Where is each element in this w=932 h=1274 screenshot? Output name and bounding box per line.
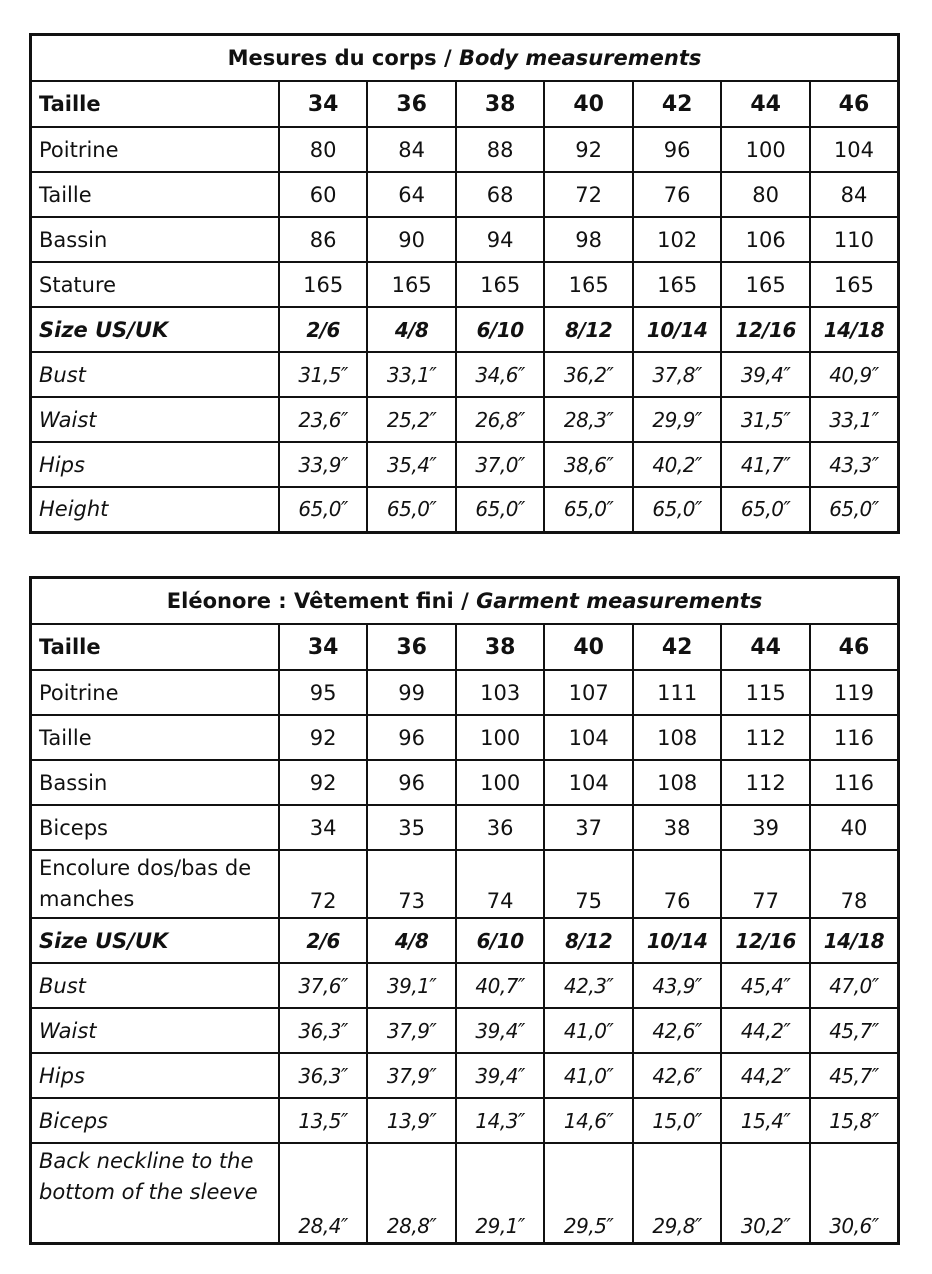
value-cell: 65,0″: [279, 487, 368, 532]
size-cell: 12/16: [721, 307, 810, 352]
value-cell: 45,7″: [810, 1053, 899, 1098]
value-cell: 44,2″: [721, 1008, 810, 1053]
value-cell: 39: [721, 805, 810, 850]
value-cell: 13,5″: [279, 1098, 368, 1143]
value-cell: 86: [279, 217, 368, 262]
value-cell: 41,7″: [721, 442, 810, 487]
table-row: [31, 850, 899, 918]
value-cell: 65,0″: [456, 487, 545, 532]
row-label: Biceps: [31, 805, 279, 850]
value-cell: 42,3″: [544, 963, 633, 1008]
value-cell: 15,0″: [633, 1098, 722, 1143]
value-cell: 94: [456, 217, 545, 262]
value-cell: 37,8″: [633, 352, 722, 397]
value-cell: 40: [810, 805, 899, 850]
value-cell: 41,0″: [544, 1008, 633, 1053]
value-cell: 14,6″: [544, 1098, 633, 1143]
value-cell: 31,5″: [279, 352, 368, 397]
size-header-row: [31, 624, 899, 670]
value-cell: 84: [367, 127, 456, 172]
value-cell: 76: [633, 850, 722, 918]
value-cell: 80: [279, 127, 368, 172]
value-cell: 15,4″: [721, 1098, 810, 1143]
table-row: [31, 670, 899, 715]
value-cell: 103: [456, 670, 545, 715]
value-cell: 68: [456, 172, 545, 217]
row-label: Bassin: [31, 760, 279, 805]
value-cell: 165: [633, 262, 722, 307]
value-cell: 36,3″: [279, 1053, 368, 1098]
value-cell: 165: [544, 262, 633, 307]
table-row: [31, 805, 899, 850]
value-cell: 42,6″: [633, 1053, 722, 1098]
value-cell: 116: [810, 760, 899, 805]
size-cell: 8/12: [544, 918, 633, 963]
value-cell: 92: [279, 760, 368, 805]
row-label: Hips: [31, 442, 279, 487]
row-label: Bassin: [31, 217, 279, 262]
value-cell: 29,9″: [633, 397, 722, 442]
table-title-row: [31, 35, 899, 82]
value-cell: 65,0″: [633, 487, 722, 532]
row-label: Encolure dos/bas de manches: [31, 850, 279, 918]
value-cell: 111: [633, 670, 722, 715]
table-title-row: [31, 578, 899, 625]
size-cell: 44: [721, 81, 810, 127]
size-cell: 36: [367, 624, 456, 670]
value-cell: 28,3″: [544, 397, 633, 442]
table-title: [31, 35, 899, 82]
row-label: Poitrine: [31, 127, 279, 172]
row-label: Taille: [31, 624, 279, 670]
value-cell: 36,2″: [544, 352, 633, 397]
value-cell: 29,5″: [544, 1143, 633, 1243]
table-row: [31, 963, 899, 1008]
row-label: Hips: [31, 1053, 279, 1098]
table-row: [31, 1008, 899, 1053]
value-cell: 39,1″: [367, 963, 456, 1008]
value-cell: 65,0″: [810, 487, 899, 532]
value-cell: 165: [367, 262, 456, 307]
value-cell: 65,0″: [367, 487, 456, 532]
us-size-header-row: [31, 918, 899, 963]
value-cell: 39,4″: [721, 352, 810, 397]
value-cell: 26,8″: [456, 397, 545, 442]
value-cell: 165: [456, 262, 545, 307]
value-cell: 37,9″: [367, 1008, 456, 1053]
value-cell: 33,1″: [367, 352, 456, 397]
value-cell: 72: [279, 850, 368, 918]
value-cell: 77: [721, 850, 810, 918]
value-cell: 42,6″: [633, 1008, 722, 1053]
value-cell: 45,7″: [810, 1008, 899, 1053]
row-label: Bust: [31, 352, 279, 397]
size-cell: 2/6: [279, 918, 368, 963]
size-cell: 34: [279, 624, 368, 670]
value-cell: 96: [367, 715, 456, 760]
value-cell: 107: [544, 670, 633, 715]
size-cell: 40: [544, 624, 633, 670]
value-cell: 15,8″: [810, 1098, 899, 1143]
value-cell: 116: [810, 715, 899, 760]
size-cell: 36: [367, 81, 456, 127]
value-cell: 39,4″: [456, 1053, 545, 1098]
title-french: Eléonore : Vêtement fini /: [166, 589, 477, 613]
value-cell: 29,8″: [633, 1143, 722, 1243]
table-row: [31, 127, 899, 172]
table-row: [31, 172, 899, 217]
value-cell: 37,9″: [367, 1053, 456, 1098]
value-cell: 43,3″: [810, 442, 899, 487]
size-cell: 42: [633, 81, 722, 127]
value-cell: 88: [456, 127, 545, 172]
size-cell: 4/8: [367, 918, 456, 963]
value-cell: 44,2″: [721, 1053, 810, 1098]
body-measurements-table: [29, 33, 900, 534]
size-cell: 12/16: [721, 918, 810, 963]
value-cell: 106: [721, 217, 810, 262]
row-label: Size US/UK: [31, 307, 279, 352]
value-cell: 100: [721, 127, 810, 172]
value-cell: 104: [544, 715, 633, 760]
value-cell: 45,4″: [721, 963, 810, 1008]
value-cell: 28,8″: [367, 1143, 456, 1243]
value-cell: 84: [810, 172, 899, 217]
value-cell: 102: [633, 217, 722, 262]
table-row: [31, 217, 899, 262]
value-cell: 35: [367, 805, 456, 850]
value-cell: 30,2″: [721, 1143, 810, 1243]
value-cell: 165: [721, 262, 810, 307]
value-cell: 108: [633, 715, 722, 760]
value-cell: 119: [810, 670, 899, 715]
size-cell: 6/10: [456, 918, 545, 963]
value-cell: 100: [456, 760, 545, 805]
value-cell: 23,6″: [279, 397, 368, 442]
size-cell: 34: [279, 81, 368, 127]
value-cell: 64: [367, 172, 456, 217]
table-row: [31, 760, 899, 805]
table-row: [31, 442, 899, 487]
title-french: Mesures du corps /: [227, 46, 459, 70]
row-label: Poitrine: [31, 670, 279, 715]
row-label: Biceps: [31, 1098, 279, 1143]
title-english: Garment measurements: [476, 589, 763, 613]
row-label: Bust: [31, 963, 279, 1008]
size-cell: 42: [633, 624, 722, 670]
value-cell: 76: [633, 172, 722, 217]
value-cell: 108: [633, 760, 722, 805]
table-row: [31, 352, 899, 397]
size-cell: 10/14: [633, 307, 722, 352]
value-cell: 30,6″: [810, 1143, 899, 1243]
value-cell: 112: [721, 760, 810, 805]
value-cell: 37,0″: [456, 442, 545, 487]
row-label: Waist: [31, 1008, 279, 1053]
value-cell: 75: [544, 850, 633, 918]
value-cell: 38: [633, 805, 722, 850]
garment-measurements-table: [29, 576, 900, 1245]
value-cell: 33,9″: [279, 442, 368, 487]
value-cell: 78: [810, 850, 899, 918]
value-cell: 74: [456, 850, 545, 918]
value-cell: 43,9″: [633, 963, 722, 1008]
value-cell: 73: [367, 850, 456, 918]
value-cell: 100: [456, 715, 545, 760]
table-row: [31, 1053, 899, 1098]
value-cell: 33,1″: [810, 397, 899, 442]
size-header-row: [31, 81, 899, 127]
value-cell: 34,6″: [456, 352, 545, 397]
value-cell: 47,0″: [810, 963, 899, 1008]
value-cell: 98: [544, 217, 633, 262]
row-label: Back neckline to the bottom of the sleeve: [31, 1143, 279, 1243]
size-cell: 38: [456, 81, 545, 127]
row-label: Size US/UK: [31, 918, 279, 963]
table-row: [31, 262, 899, 307]
row-label: Taille: [31, 81, 279, 127]
table-row: [31, 397, 899, 442]
value-cell: 104: [810, 127, 899, 172]
value-cell: 65,0″: [721, 487, 810, 532]
value-cell: 34: [279, 805, 368, 850]
title-english: Body measurements: [458, 46, 702, 70]
row-label: Stature: [31, 262, 279, 307]
value-cell: 165: [279, 262, 368, 307]
value-cell: 104: [544, 760, 633, 805]
table-row: [31, 715, 899, 760]
value-cell: 90: [367, 217, 456, 262]
value-cell: 38,6″: [544, 442, 633, 487]
value-cell: 165: [810, 262, 899, 307]
value-cell: 72: [544, 172, 633, 217]
size-cell: 4/8: [367, 307, 456, 352]
value-cell: 37,6″: [279, 963, 368, 1008]
value-cell: 36: [456, 805, 545, 850]
value-cell: 99: [367, 670, 456, 715]
value-cell: 112: [721, 715, 810, 760]
table-title: [31, 578, 899, 625]
value-cell: 39,4″: [456, 1008, 545, 1053]
size-cell: 38: [456, 624, 545, 670]
table-row: [31, 1098, 899, 1143]
size-cell: 40: [544, 81, 633, 127]
value-cell: 31,5″: [721, 397, 810, 442]
value-cell: 40,7″: [456, 963, 545, 1008]
value-cell: 13,9″: [367, 1098, 456, 1143]
value-cell: 95: [279, 670, 368, 715]
size-cell: 2/6: [279, 307, 368, 352]
size-cell: 46: [810, 81, 899, 127]
row-label: Taille: [31, 172, 279, 217]
size-cell: 14/18: [810, 307, 899, 352]
size-cell: 44: [721, 624, 810, 670]
size-cell: 8/12: [544, 307, 633, 352]
value-cell: 110: [810, 217, 899, 262]
value-cell: 25,2″: [367, 397, 456, 442]
value-cell: 96: [633, 127, 722, 172]
value-cell: 92: [279, 715, 368, 760]
value-cell: 80: [721, 172, 810, 217]
value-cell: 115: [721, 670, 810, 715]
table-row: [31, 1143, 899, 1243]
value-cell: 37: [544, 805, 633, 850]
row-label: Taille: [31, 715, 279, 760]
value-cell: 40,9″: [810, 352, 899, 397]
value-cell: 41,0″: [544, 1053, 633, 1098]
row-label: Waist: [31, 397, 279, 442]
value-cell: 60: [279, 172, 368, 217]
value-cell: 92: [544, 127, 633, 172]
us-size-header-row: [31, 307, 899, 352]
value-cell: 40,2″: [633, 442, 722, 487]
value-cell: 65,0″: [544, 487, 633, 532]
table-row: [31, 487, 899, 532]
value-cell: 36,3″: [279, 1008, 368, 1053]
value-cell: 14,3″: [456, 1098, 545, 1143]
value-cell: 28,4″: [279, 1143, 368, 1243]
size-cell: 10/14: [633, 918, 722, 963]
value-cell: 29,1″: [456, 1143, 545, 1243]
size-cell: 46: [810, 624, 899, 670]
value-cell: 35,4″: [367, 442, 456, 487]
row-label: Height: [31, 487, 279, 532]
size-cell: 14/18: [810, 918, 899, 963]
size-cell: 6/10: [456, 307, 545, 352]
value-cell: 96: [367, 760, 456, 805]
